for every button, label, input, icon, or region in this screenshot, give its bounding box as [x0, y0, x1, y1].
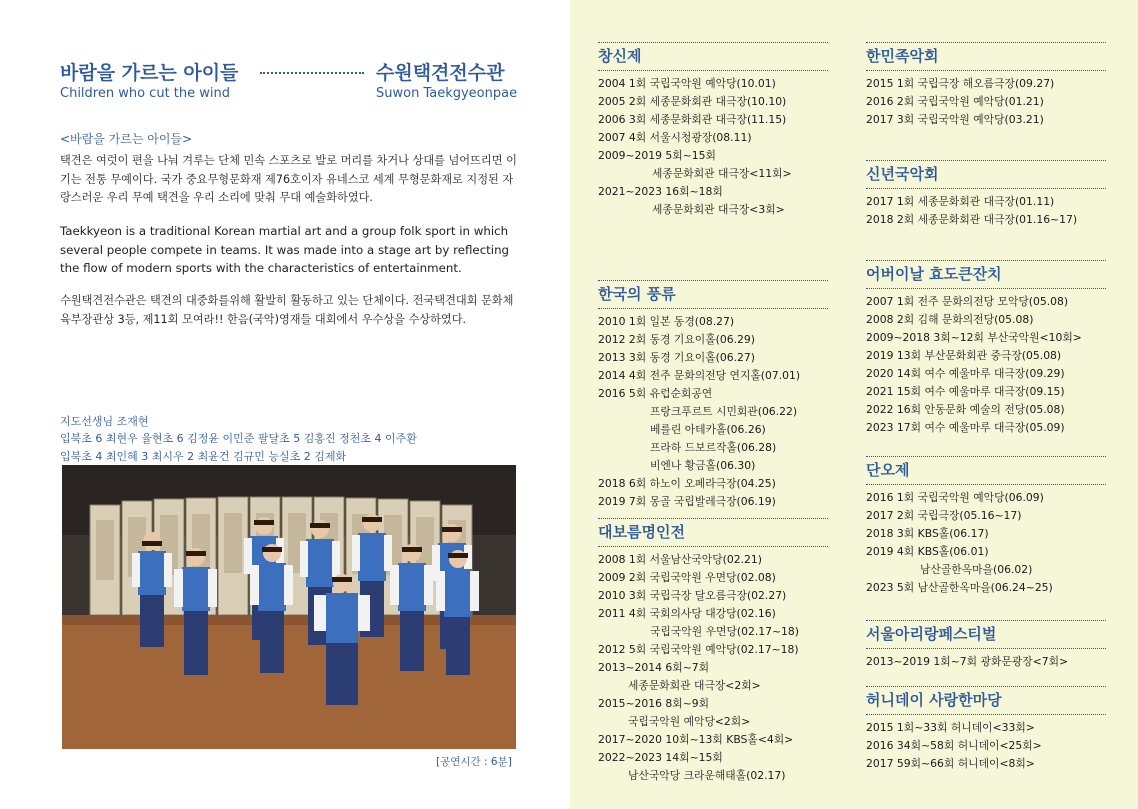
list-item: 2007 1회 전주 문화의전당 모악당(05.08) [866, 295, 1069, 308]
section-pungnyu [598, 280, 828, 511]
list-item: 2016 34회~58회 허니데이<25회> [866, 739, 1042, 752]
list-item: 2009~2018 3회~12회 부산국악원<10회> [866, 331, 1082, 344]
list-item: 2008 1회 서울남산국악당(02.21) [598, 553, 762, 566]
section-dano [866, 456, 1106, 597]
list-item: 2017 1회 세종문화회관 대극장(01.11) [866, 195, 1055, 208]
list-item: 2013~2014 6회~7회 [598, 661, 710, 674]
list-item: 2019 13회 부산문화회관 중극장(05.08) [866, 349, 1062, 362]
list-item: 2016 5회 유럽순회공연 [598, 387, 713, 400]
section-title: 서울아리랑페스티벌 [866, 620, 1106, 649]
list-item: 2018 3회 KBS홀(06.17) [866, 527, 989, 540]
section-sinnyeon [866, 160, 1106, 229]
list-item: 2012 2회 동경 기요이홀(06.29) [598, 333, 755, 346]
list-item: 2013 3회 동경 기요이홀(06.27) [598, 351, 755, 364]
list-item: 세종문화회관 대극장<11회> [652, 167, 792, 180]
section-changsinje [598, 42, 828, 219]
list-item: 2005 2회 세종문화회관 대극장(10.10) [598, 95, 787, 108]
list-item: 2008 2회 김해 문화의전당(05.08) [866, 313, 1034, 326]
description-en: Taekkyeon is a traditional Korean martial art and a group folk sport in which several people compete in teams. It was made into a stage art by reflecting the flow of modern sports with the characteristics of entertainment. [60, 224, 510, 275]
members-row: 입북초 6 최현우 율현초 6 김정윤 이민준 팔달초 5 김홍진 정천초 4 이주환 [60, 432, 417, 445]
section-hinaday [866, 686, 1106, 773]
section-title: 신년국악회 [866, 160, 1106, 189]
section-hanminjok [866, 42, 1106, 129]
list-item: 국립국악원 예악당<2회> [628, 715, 751, 728]
list-item: 2016 2회 국립국악원 예악당(01.21) [866, 95, 1044, 108]
list-item: 2004 1회 국립국악원 예악당(10.01) [598, 77, 776, 90]
list-item: 2016 1회 국립국악원 예악당(06.09) [866, 491, 1044, 504]
section-daeboreum [598, 518, 828, 785]
right-page [570, 0, 1138, 809]
list-item: 세종문화회관 대극장<3회> [652, 203, 785, 216]
list-item: 2017~2020 10회~13회 KBS홀<4회> [598, 733, 794, 746]
list-item: 베를린 아테카홀(06.26) [650, 423, 766, 436]
list-item: 프랑크푸르트 시민회관(06.22) [650, 405, 798, 418]
list-item: 2017 2회 국립극장(05.16~17) [866, 509, 1022, 522]
section-list [866, 489, 1106, 597]
list-item: 2015 1회 국립극장 해오름극장(09.27) [866, 77, 1055, 90]
list-item: 2017 3회 국립국악원 예악당(03.21) [866, 113, 1044, 126]
list-item: 2023 17회 여수 예울마루 대극장(05.09) [866, 421, 1065, 434]
section-title: 창신제 [598, 42, 828, 71]
list-item: 2010 1회 일본 동경(08.27) [598, 315, 735, 328]
section-list [598, 313, 828, 511]
section-title: 허니데이 사랑한마당 [866, 686, 1106, 715]
list-item: 비엔나 황금홀(06.30) [650, 459, 756, 472]
performance-photo [62, 465, 516, 749]
team-description: 수원택견전수관은 택견의 대중화를위해 활발히 활동하고 있는 단체이다. 전국택견대회 문화체육부장관상 3등, 제11회 모여라!! 한음(국악)영재들 대회에서 우수상을 수상하였다. [60, 294, 514, 326]
list-item: 2009~2019 5회~15회 [598, 149, 716, 162]
list-item: 2019 4회 KBS홀(06.01) [866, 545, 989, 558]
list-item: 2007 4회 서울시청광장(08.11) [598, 131, 752, 144]
section-title: 단오제 [866, 456, 1106, 485]
subheading: <바람을 가르는 아이들> [60, 132, 193, 146]
list-item: 2009 2회 국립국악원 우면당(02.08) [598, 571, 776, 584]
list-item: 남산국악당 크라운해태홀(02.17) [628, 769, 786, 782]
list-item: 2018 6회 하노이 오페라극장(04.25) [598, 477, 776, 490]
list-item: 2014 4회 전주 문화의전당 연지홀(07.01) [598, 369, 801, 382]
section-title: 한국의 풍류 [598, 280, 828, 309]
team-name: 수원택견전수관 [376, 62, 505, 84]
members-row: 입북초 4 최인혜 3 최시우 2 최윤건 김규민 능실초 2 김제화 [60, 450, 347, 463]
title-divider [260, 72, 364, 74]
list-item: 2023 5회 남산골한옥마을(06.24~25) [866, 581, 1053, 594]
section-list [598, 551, 828, 785]
section-arirang [866, 620, 1106, 671]
list-item: 2011 4회 국회의사당 대강당(02.16) [598, 607, 776, 620]
team-name-en: Suwon Taekgyeonpae [376, 86, 518, 101]
section-list [866, 193, 1106, 229]
list-item: 2020 14회 여수 예울마루 대극장(09.29) [866, 367, 1065, 380]
section-title: 어버이날 효도큰잔치 [866, 260, 1106, 289]
list-item: 2017 59회~66회 허니데이<8회> [866, 757, 1035, 770]
list-item: 2018 2회 세종문화회관 대극장(01.16~17) [866, 213, 1078, 226]
section-list [866, 293, 1106, 437]
section-list [866, 653, 1106, 671]
section-title: 대보름명인전 [598, 518, 828, 547]
section-list [866, 75, 1106, 129]
list-item: 2010 3회 국립극장 달오름극장(02.27) [598, 589, 787, 602]
list-item: 2021~2023 16회~18회 [598, 185, 723, 198]
section-list [598, 75, 828, 219]
description-ko: 택견은 여럿이 편을 나눠 겨루는 단체 민속 스포츠로 발로 머리를 차거나 상대를 넘어뜨리면 이기는 전통 무예이다. 국가 중요무형문화재 제76호이자 유네스코 세계 무형문화재로 지정된 자랑스러운 우리 무예 택견을 우리 소리에 맞춰 무대 예술화하였다. [60, 154, 517, 204]
list-item: 2019 7회 몽골 국립발레극장(06.19) [598, 495, 776, 508]
list-item: 2022~2023 14회~15회 [598, 751, 723, 764]
list-item: 국립국악원 우면당(02.17~18) [650, 625, 799, 638]
performance-time: [공연시간 : 6분] [436, 756, 512, 768]
list-item: 2015 1회~33회 허니데이<33회> [866, 721, 1035, 734]
section-title: 한민족악회 [866, 42, 1106, 71]
coach-line: 지도선생님 조재현 [60, 415, 149, 428]
members-list [60, 430, 530, 466]
program-title-en: Children who cut the wind [60, 86, 230, 101]
list-item: 2006 3회 세종문화회관 대극장(11.15) [598, 113, 787, 126]
performance-photo-illustration [62, 465, 516, 749]
section-eobeoinal [866, 260, 1106, 437]
list-item: 남산골한옥마을(06.02) [920, 563, 1033, 576]
program-title: 바람을 가르는 아이들 [60, 62, 239, 84]
list-item: 2021 15회 여수 예울마루 대극장(09.15) [866, 385, 1065, 398]
list-item: 2012 5회 국립국악원 예악당(02.17~18) [598, 643, 799, 656]
list-item: 프라하 드보르작홀(06.28) [650, 441, 777, 454]
list-item: 2015~2016 8회~9회 [598, 697, 710, 710]
list-item: 세종문화회관 대극장<2회> [628, 679, 761, 692]
section-list [866, 719, 1106, 773]
list-item: 2013~2019 1회~7회 광화문광장<7회> [866, 655, 1069, 668]
list-item: 2022 16회 안동문화 예술의 전당(05.08) [866, 403, 1065, 416]
